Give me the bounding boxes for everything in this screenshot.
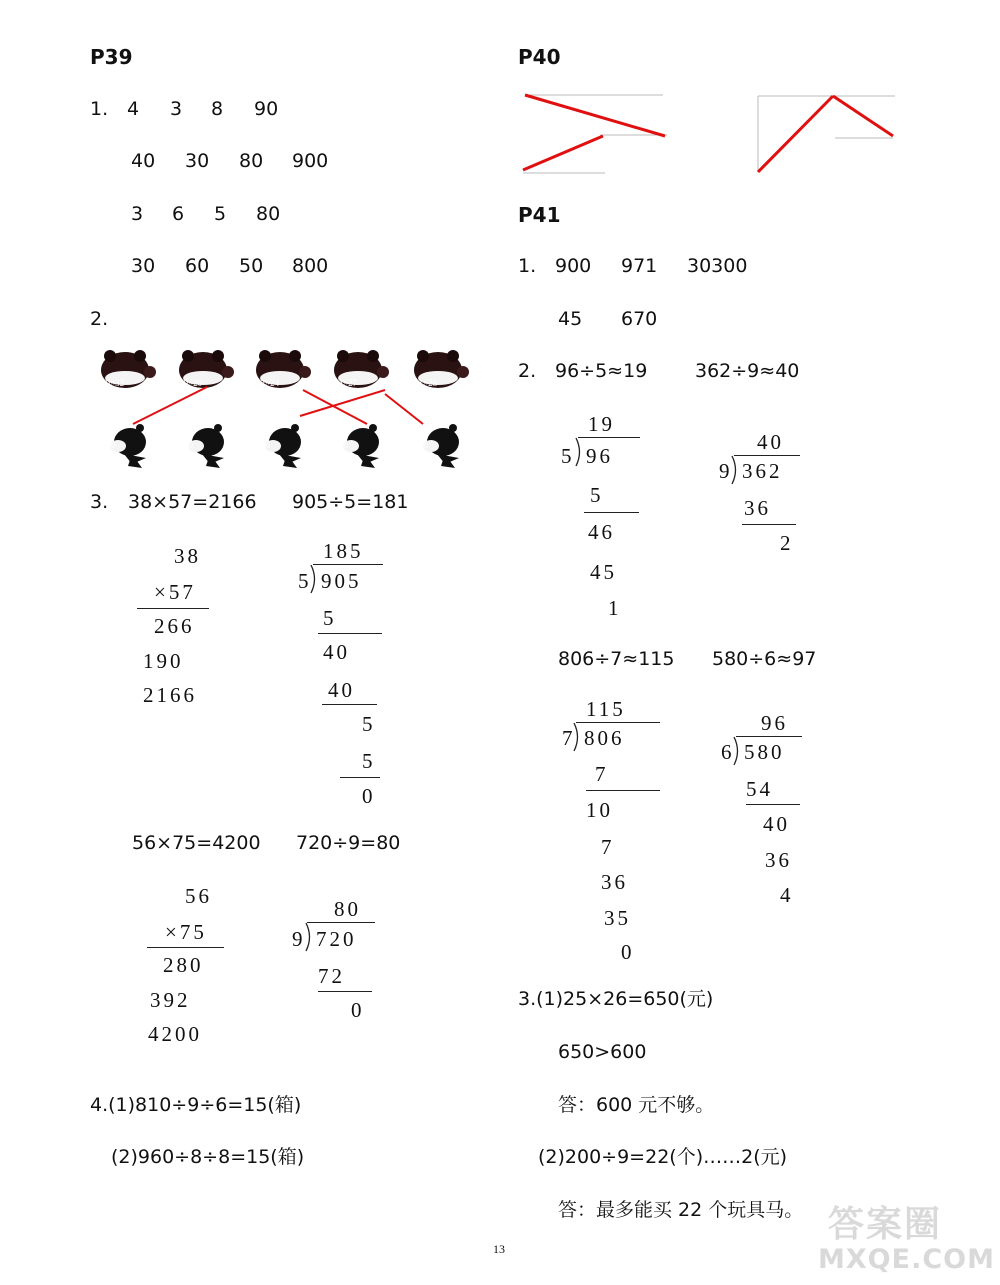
panda-matching-figure: [95, 340, 475, 475]
p41-div4-quotient: 96: [761, 711, 788, 735]
div1-bracket: [310, 565, 318, 595]
p41-q2-eq4: 580÷6≈97: [712, 648, 817, 670]
mult1-p1: 266: [154, 614, 195, 638]
p41-q1-number: 1.: [518, 255, 537, 277]
div2-bar: [307, 922, 375, 923]
div1-step-2: 40: [323, 640, 350, 664]
p39-q1-r2-c3: 80: [239, 150, 264, 172]
mult1-p2: 190: [143, 649, 184, 673]
panda-bottom-label-2: 600: [181, 441, 193, 450]
p41-div3-rule-1: [586, 790, 660, 791]
page-number: 13: [493, 1242, 505, 1256]
watermark-logo: 答案圈: [828, 1204, 943, 1245]
p41-q1-r1-c2: 971: [621, 255, 658, 277]
div2-divisor: 9: [292, 927, 306, 951]
p41-q1-r2-c2: 670: [621, 308, 658, 330]
p41-q2-eq1: 96÷5≈19: [555, 360, 648, 382]
p39-q1-r4-c1: 30: [131, 255, 156, 277]
p41-div4-step-1: 54: [746, 777, 773, 801]
p41-q1-r2-c1: 45: [558, 308, 583, 330]
div2-step-2: 0: [351, 998, 365, 1022]
p41-div2-step-1: 36: [744, 496, 771, 520]
panda-top-label-4: 24×27: [334, 378, 358, 388]
p39-q4-line2: (2)960÷8÷8=15(箱): [111, 1146, 305, 1168]
p41-div3-step-2: 10: [586, 798, 613, 822]
p41-div2-quotient: 40: [757, 430, 784, 454]
p39-q1-r2-c2: 30: [185, 150, 210, 172]
p39-q1-r2-c1: 40: [131, 150, 156, 172]
p41-div3-step-3: 7: [601, 835, 615, 859]
panda-bottom-label-1: 500: [103, 441, 115, 450]
p41-div1-step-1: 5: [590, 483, 604, 507]
p39-q1-r4-c2: 60: [185, 255, 210, 277]
div1-step-1: 5: [323, 606, 337, 630]
panda-bottom-label-5: 600: [416, 441, 428, 450]
p41-q3-line2: 650>600: [558, 1041, 647, 1063]
mult2-result: 4200: [148, 1022, 202, 1046]
p41-q1-r1-c3: 30300: [687, 255, 748, 277]
p39-q1-r3-c3: 5: [214, 203, 227, 225]
p41-div3-dividend: 806: [584, 726, 625, 750]
p41-div4-bracket: [733, 737, 741, 767]
p41-div3-quotient: 115: [586, 697, 626, 721]
match-line-1: [133, 387, 207, 424]
p41-div1-step-2: 46: [588, 520, 615, 544]
p39-q1-number: 1.: [90, 98, 109, 120]
p41-title: P41: [518, 203, 561, 227]
p41-div1-bar: [578, 437, 640, 438]
div2-quotient: 80: [334, 897, 361, 921]
panda-bottom-label-3: 600: [258, 441, 270, 450]
div1-step-5: 5: [362, 749, 376, 773]
p39-q1-r4-c4: 800: [292, 255, 329, 277]
p41-div1-step-3: 45: [590, 560, 617, 584]
angle2-line-left: [758, 96, 833, 172]
p39-title: P39: [90, 45, 133, 69]
p41-div4-dividend: 580: [744, 740, 785, 764]
p41-q1-r1-c1: 900: [555, 255, 592, 277]
p41-q3-line3: 答：600 元不够。: [558, 1094, 715, 1116]
p41-div3-step-5: 35: [604, 906, 631, 930]
panda-bottom-1: [110, 424, 146, 468]
p41-div3-bar: [576, 722, 660, 723]
mult2-a: 56: [185, 884, 212, 908]
angle1-line-upper: [525, 95, 665, 136]
mult2-p2: 392: [150, 988, 191, 1012]
div2-dividend: 720: [316, 927, 357, 951]
panda-bottom-2: [188, 424, 224, 468]
p39-q1-r4-c3: 50: [239, 255, 264, 277]
p41-q3-line1: 3.(1)25×26=650(元): [518, 988, 714, 1010]
p39-q1-r1-c3: 8: [211, 98, 224, 120]
p39-q1-r3-c2: 6: [172, 203, 185, 225]
p41-div4-step-2: 40: [763, 812, 790, 836]
div1-divisor: 5: [298, 569, 312, 593]
p41-div4-step-3: 36: [765, 848, 792, 872]
p41-div3-divisor: 7: [562, 726, 576, 750]
p41-q3-line4: (2)200÷9=22(个)……2(元): [538, 1146, 788, 1168]
p41-div3-bracket: [573, 723, 581, 753]
div2-bracket: [305, 923, 313, 953]
p39-q3-eq1: 38×57=2166: [128, 491, 257, 513]
p39-q2-number: 2.: [90, 308, 109, 330]
div2-rule-1: [318, 991, 372, 992]
div1-quotient: 185: [323, 539, 364, 563]
panda-top-label-5: 21×28: [414, 378, 438, 388]
p39-q3-eq2: 905÷5=181: [292, 491, 409, 513]
panda-top-label-3: 22×24: [256, 378, 280, 388]
div1-rule-1: [318, 633, 382, 634]
p41-div1-step-4: 1: [608, 596, 622, 620]
div1-rule-3: [340, 777, 380, 778]
p39-q4-line1: 4.(1)810÷9÷6=15(箱): [90, 1094, 302, 1116]
angle2-line-right: [833, 96, 893, 136]
p41-div1-quotient: 19: [588, 412, 615, 436]
mult1-result: 2166: [143, 683, 197, 707]
p39-q1-r1-c1: 4: [127, 98, 140, 120]
mult2-p1: 280: [163, 953, 204, 977]
p41-div2-divisor: 9: [719, 459, 733, 483]
p39-q1-r1-c2: 3: [170, 98, 183, 120]
p41-div4-rule-1: [746, 804, 800, 805]
p39-q1-r2-c4: 900: [292, 150, 329, 172]
p41-div4-step-4: 4: [780, 883, 794, 907]
panda-bottom-label-4: 500: [336, 441, 348, 450]
p39-q3-eq3: 56×75=4200: [132, 832, 261, 854]
p41-q2-eq3: 806÷7≈115: [558, 648, 675, 670]
mult1-a: 38: [174, 544, 201, 568]
p41-div1-bracket: [575, 438, 583, 468]
panda-bottom-5: [423, 424, 459, 468]
angle1-line-lower: [523, 136, 603, 170]
watermark-url: MXQE.COM: [818, 1244, 995, 1275]
panda-bottom-3: [265, 424, 301, 468]
div1-rule-2: [322, 704, 377, 705]
angle-drawing-figure: [515, 88, 905, 178]
p41-div1-rule-1: [584, 512, 639, 513]
p41-q3-line5: 答：最多能买 22 个玩具马。: [558, 1199, 804, 1221]
p39-q1-r3-c4: 80: [256, 203, 281, 225]
p41-q2-eq2: 362÷9≈40: [695, 360, 800, 382]
div1-step-4: 5: [362, 712, 376, 736]
div1-step-6: 0: [362, 784, 376, 808]
match-line-4: [385, 394, 423, 424]
panda-bottom-4: [343, 424, 379, 468]
p40-title: P40: [518, 45, 561, 69]
panda-top-label-2: 60×20: [179, 378, 203, 388]
mult1-rule: [137, 608, 209, 609]
p41-div2-bar: [734, 455, 800, 456]
p41-div2-bracket: [731, 456, 739, 486]
p41-div2-dividend: 362: [742, 459, 783, 483]
p41-q2-number: 2.: [518, 360, 537, 382]
div2-step-1: 72: [318, 964, 345, 988]
p41-div3-step-6: 0: [621, 940, 635, 964]
p41-div3-step-1: 7: [595, 762, 609, 786]
mult2-b: ×75: [165, 920, 207, 944]
mult1-b: ×57: [154, 580, 196, 604]
p39-q3-eq4: 720÷9=80: [296, 832, 401, 854]
p39-q1-r3-c1: 3: [131, 203, 144, 225]
div1-dividend: 905: [321, 569, 362, 593]
p41-div3-step-4: 36: [601, 870, 628, 894]
p41-div4-divisor: 6: [721, 740, 735, 764]
p41-div1-dividend: 96: [586, 444, 613, 468]
p39-q3-number: 3.: [90, 491, 109, 513]
p39-q1-r1-c4: 90: [254, 98, 279, 120]
p41-div4-bar: [736, 736, 802, 737]
div1-step-3: 40: [328, 678, 355, 702]
mult2-rule: [147, 947, 224, 948]
panda-top-label-1: 20×32: [101, 378, 125, 388]
p41-div1-divisor: 5: [561, 444, 575, 468]
div1-bar: [313, 564, 383, 565]
p41-div2-step-2: 2: [780, 531, 794, 555]
match-line-3: [303, 390, 367, 424]
p41-div2-rule-1: [742, 524, 796, 525]
